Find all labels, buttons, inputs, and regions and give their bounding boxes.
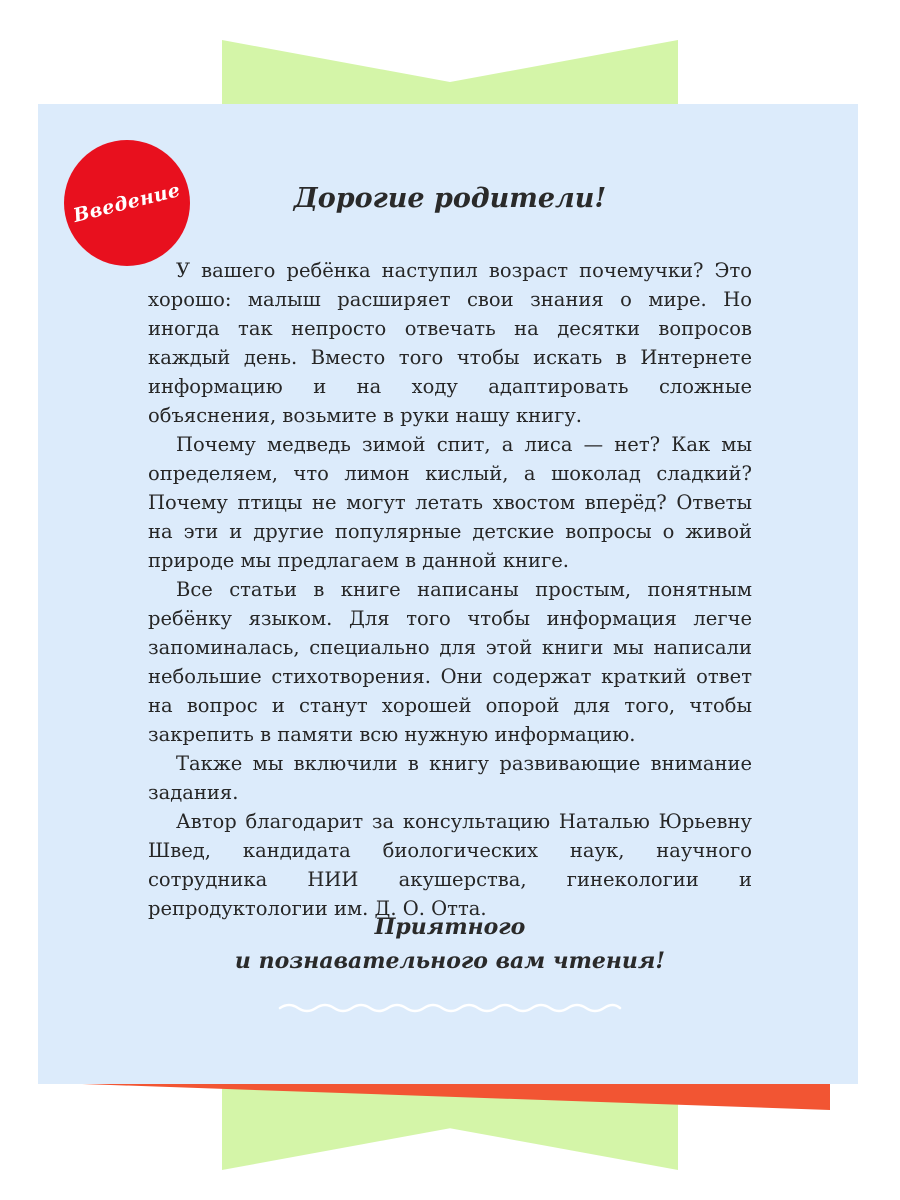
paragraph: Почему медведь зимой спит, а лиса — нет? Как мы определяем, что лимон кислый, а шоколад сладкий? Почему птицы не могут летать хвостом вперёд? Ответы на эти и другие популярные детские вопросы о живой природе мы предлагаем в данной книге. (148, 433, 752, 572)
page-title: Дорогие родители! (293, 183, 607, 214)
paragraph: У вашего ребёнка наступил возраст почемучки? Это хорошо: малыш расширяет свои знания о мире. Но иногда так непросто отвечать на десятки вопросов каждый день. Вместо того чтобы искать в Интернете информацию и на ходу адаптировать сложные объяснения, возьмите в руки нашу книгу. (148, 259, 752, 427)
wave-divider (278, 1000, 622, 1016)
section-badge-label: Введение (71, 179, 183, 227)
closing-line-1: Приятного (374, 914, 526, 940)
closing-wish (200, 910, 700, 978)
intro-text (148, 256, 752, 923)
closing-line-2: и познавательного вам чтения! (234, 948, 666, 974)
paragraph: Автор благодарит за консультацию Наталью Юрьевну Швед, кандидата биологических наук, научного сотрудника НИИ акушерства, гинекологии и репродуктологии им. Д. О. Отта. (148, 810, 752, 920)
paragraph: Все статьи в книге написаны простым, понятным ребёнку языком. Для того чтобы информация легче запоминалась, специально для этой книги мы написали небольшие стихотворения. Они содержат краткий ответ на вопрос и станут хорошей опорой для того, чтобы закрепить в памяти всю нужную информацию. (148, 578, 752, 746)
section-badge (64, 140, 190, 266)
paragraph: Также мы включили в книгу развивающие внимание задания. (148, 752, 752, 804)
